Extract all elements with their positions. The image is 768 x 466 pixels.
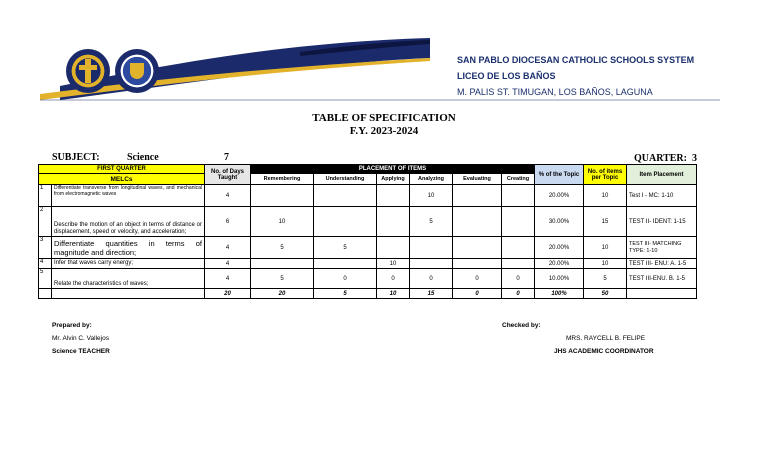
- understanding-cell: [314, 185, 377, 207]
- total-items: 50: [584, 289, 627, 299]
- items-cell: 10: [584, 237, 627, 259]
- evaluating-cell: [453, 185, 502, 207]
- row-number: 5: [39, 269, 52, 289]
- total-evaluating: 0: [453, 289, 502, 299]
- items-cell: 5: [584, 269, 627, 289]
- doc-title: TABLE OF SPECIFICATION: [312, 112, 456, 124]
- level-header: Remembering: [251, 174, 314, 185]
- first-quarter-header: FIRST QUARTER: [39, 165, 205, 174]
- pct-cell: 30.00%: [535, 207, 584, 237]
- understanding-cell: [314, 259, 377, 269]
- remembering-cell: 5: [251, 269, 314, 289]
- pct-cell: 20.00%: [535, 237, 584, 259]
- remembering-cell: [251, 259, 314, 269]
- understanding-cell: 5: [314, 237, 377, 259]
- items-cell: 10: [584, 185, 627, 207]
- header-row-1: [39, 165, 697, 174]
- melcs-header: MELCs: [39, 174, 205, 185]
- table-row: [39, 237, 697, 259]
- subject-value: Science: [127, 152, 159, 163]
- checked-name: MRS. RAYCELL B. FELIPE: [566, 335, 646, 342]
- placement-cell: TEST II- IDENT: 1-15: [627, 207, 697, 237]
- days-cell: 4: [205, 237, 251, 259]
- school-name: LICEO DE LOS BAÑOS: [457, 71, 556, 81]
- understanding-cell: 0: [314, 269, 377, 289]
- level-header: Analyzing: [410, 174, 453, 185]
- evaluating-cell: [453, 259, 502, 269]
- row-number: 1: [39, 185, 52, 207]
- grade-value: 7: [224, 152, 229, 163]
- level-header: Applying: [377, 174, 410, 185]
- analyzing-cell: [410, 259, 453, 269]
- items-per-topic-header: No. of items per Topic: [584, 165, 627, 185]
- applying-cell: [377, 207, 410, 237]
- applying-cell: 10: [377, 259, 410, 269]
- placement-cell: TEST III-ENU. B. 1-5: [627, 269, 697, 289]
- days-taught-header: No. of Days Taught: [205, 165, 251, 185]
- school-seal-icon: [115, 49, 159, 93]
- table-row: [39, 207, 697, 237]
- pct-cell: 20.00%: [535, 185, 584, 207]
- creating-cell: [502, 237, 535, 259]
- analyzing-cell: 10: [410, 185, 453, 207]
- prepared-name: Mr. Alvin C. Vallejos: [52, 335, 109, 342]
- analyzing-cell: [410, 237, 453, 259]
- pct-cell: 10.00%: [535, 269, 584, 289]
- total-pct: 100%: [535, 289, 584, 299]
- remembering-cell: 10: [251, 207, 314, 237]
- pct-cell: 20.00%: [535, 259, 584, 269]
- evaluating-cell: 0: [453, 269, 502, 289]
- level-header: Evaluating: [453, 174, 502, 185]
- days-cell: 6: [205, 207, 251, 237]
- items-cell: 15: [584, 207, 627, 237]
- creating-cell: [502, 207, 535, 237]
- total-understanding: 5: [314, 289, 377, 299]
- total-days: 20: [205, 289, 251, 299]
- applying-cell: [377, 185, 410, 207]
- placement-cell: Test I - MC: 1-10: [627, 185, 697, 207]
- understanding-cell: [314, 207, 377, 237]
- total-analyzing: 15: [410, 289, 453, 299]
- school-address: M. PALIS ST. TIMUGAN, LOS BAÑOS, LAGUNA: [457, 87, 653, 97]
- remembering-cell: 5: [251, 237, 314, 259]
- melc-text: Describe the motion of an object in terms of distance or displacement, speed or velocity, and acceleration;: [52, 207, 205, 237]
- quarter-value: 3: [692, 153, 697, 164]
- total-remembering: 20: [251, 289, 314, 299]
- totals-row: [39, 289, 697, 299]
- table-row: [39, 269, 697, 289]
- row-number: 3: [39, 237, 52, 259]
- table-row: [39, 259, 697, 269]
- melc-text: Differentiate quantities in terms of magnitude and direction;: [52, 237, 205, 259]
- melc-text: Infer that waves carry energy;: [52, 259, 205, 269]
- total-blank: [52, 289, 205, 299]
- diocese-seal-icon: [66, 49, 110, 93]
- level-header: Understanding: [314, 174, 377, 185]
- creating-cell: [502, 185, 535, 207]
- analyzing-cell: 0: [410, 269, 453, 289]
- total-blank: [627, 289, 697, 299]
- specification-table: [38, 164, 697, 299]
- evaluating-cell: [453, 237, 502, 259]
- total-applying: 10: [377, 289, 410, 299]
- evaluating-cell: [453, 207, 502, 237]
- items-cell: 10: [584, 259, 627, 269]
- creating-cell: [502, 259, 535, 269]
- total-creating: 0: [502, 289, 535, 299]
- placement-header: PLACEMENT OF ITEMS: [251, 165, 535, 174]
- doc-year: F.Y. 2023-2024: [349, 125, 419, 137]
- creating-cell: 0: [502, 269, 535, 289]
- days-cell: 4: [205, 259, 251, 269]
- melc-text: Relate the characteristics of waves;: [52, 269, 205, 289]
- placement-cell: TEST III- MATCHING TYPE: 1-10: [627, 237, 697, 259]
- melc-text: Differentiate transverse from longitudinal waves, and mechanical from electromagnetic waves: [52, 185, 205, 207]
- remembering-cell: [251, 185, 314, 207]
- school-system: SAN PABLO DIOCESAN CATHOLIC SCHOOLS SYSTEM: [457, 55, 695, 65]
- table-row: [39, 185, 697, 207]
- level-header: Creating: [502, 174, 535, 185]
- prepared-role: Science TEACHER: [52, 348, 110, 355]
- item-placement-header: Item Placement: [627, 165, 697, 185]
- checked-role: JHS ACADEMIC COORDINATOR: [554, 348, 654, 355]
- quarter-label: QUARTER:: [634, 153, 687, 164]
- applying-cell: 0: [377, 269, 410, 289]
- prepared-label: Prepared by:: [52, 322, 92, 329]
- applying-cell: [377, 237, 410, 259]
- total-blank: [39, 289, 52, 299]
- days-cell: 4: [205, 269, 251, 289]
- subject-label: SUBJECT:: [52, 152, 100, 163]
- row-number: 2: [39, 207, 52, 237]
- placement-cell: TEST III- ENU: A. 1-5: [627, 259, 697, 269]
- pct-topic-header: % of the Topic: [535, 165, 584, 185]
- analyzing-cell: 5: [410, 207, 453, 237]
- row-number: 4: [39, 259, 52, 269]
- checked-label: Checked by:: [502, 322, 541, 329]
- days-cell: 4: [205, 185, 251, 207]
